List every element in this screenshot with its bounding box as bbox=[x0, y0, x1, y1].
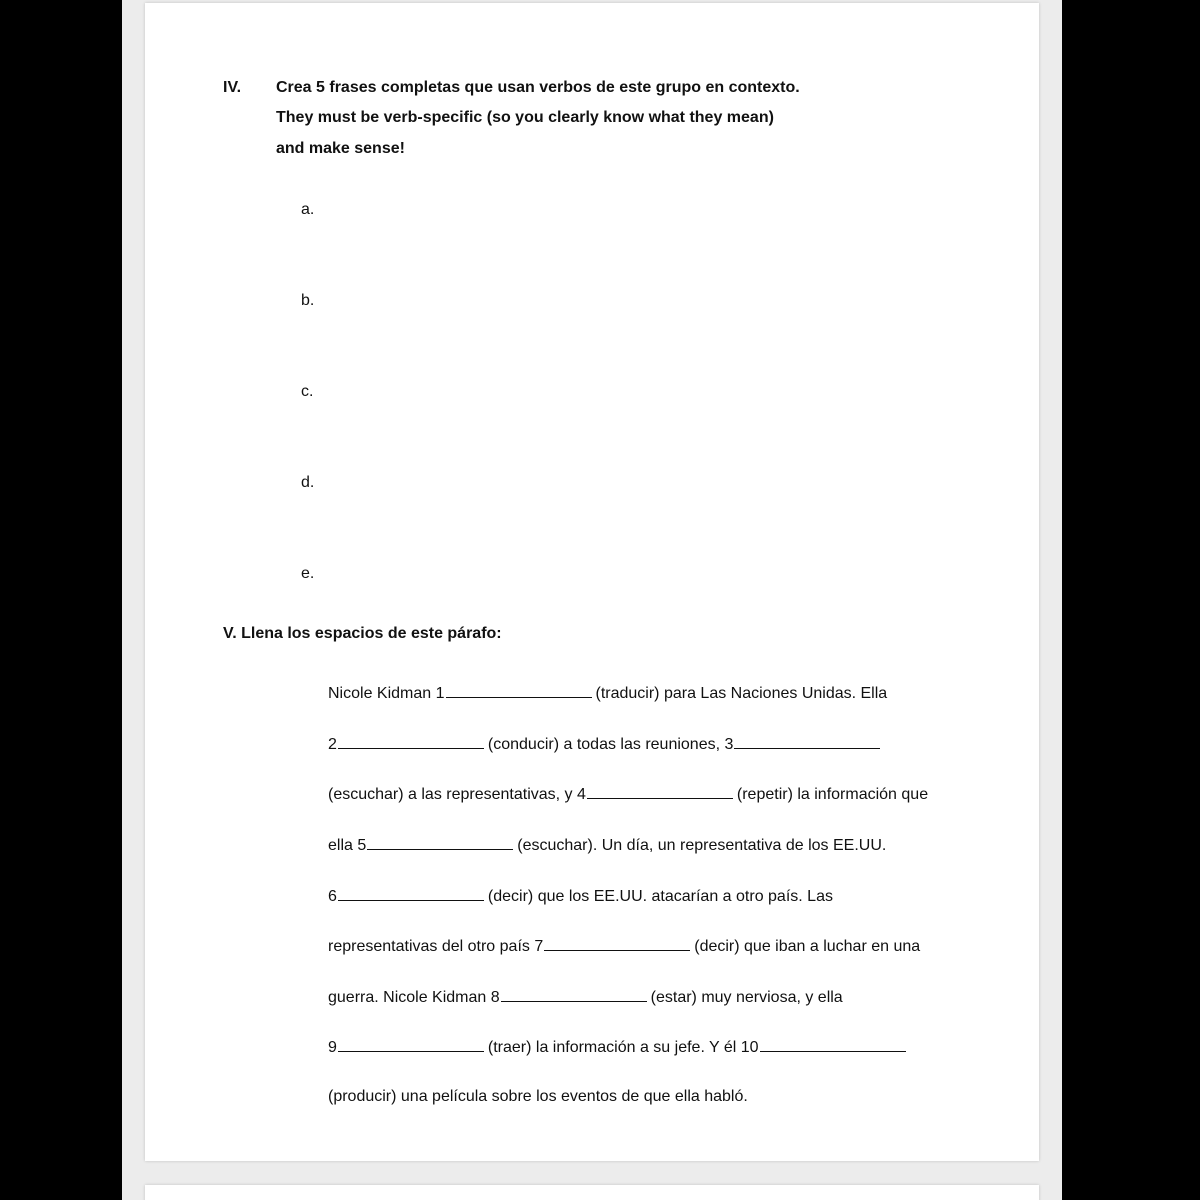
blank-1 bbox=[446, 683, 592, 698]
section-iv-number: IV. bbox=[223, 79, 242, 96]
line-text: (producir) una película sobre los eventos de que ella habló. bbox=[328, 1088, 748, 1105]
line-text: (estar) muy nerviosa, y ella bbox=[650, 989, 843, 1006]
sentence-item-d: d. bbox=[301, 474, 315, 491]
blank-2 bbox=[338, 734, 484, 749]
line-text: ella 5 bbox=[328, 837, 367, 854]
line-text: (repetir) la información que bbox=[736, 786, 929, 803]
blank-5 bbox=[367, 835, 513, 850]
blank-8 bbox=[501, 987, 647, 1002]
line-text: (decir) que iban a luchar en una bbox=[694, 938, 921, 955]
line-text: 6 bbox=[328, 888, 337, 905]
section-iv-instruction-line-2: They must be verb-specific (so you clearly know what they mean) bbox=[276, 109, 774, 126]
blank-3 bbox=[734, 734, 880, 749]
blank-7 bbox=[544, 936, 690, 951]
line-text: (traducir) para Las Naciones Unidas. Ella bbox=[595, 685, 888, 702]
line-text: guerra. Nicole Kidman 8 bbox=[328, 989, 500, 1006]
sentence-item-a: a. bbox=[301, 201, 315, 218]
document-viewer[interactable] bbox=[122, 0, 1062, 1200]
sentence-item-e: e. bbox=[301, 565, 315, 582]
line-text: representativas del otro país 7 bbox=[328, 938, 544, 955]
sentence-item-b: b. bbox=[301, 292, 315, 309]
line-text: 9 bbox=[328, 1039, 337, 1056]
line-text: (escuchar) a las representativas, y 4 bbox=[328, 786, 586, 803]
line-text: (conducir) a todas las reuniones, 3 bbox=[487, 736, 734, 753]
line-text: (traer) la información a su jefe. Y él 10 bbox=[487, 1039, 759, 1056]
paragraph-line-8 bbox=[328, 1037, 906, 1057]
blank-10 bbox=[760, 1037, 906, 1052]
section-iv-instruction-line-1: Crea 5 frases completas que usan verbos de este grupo en contexto. bbox=[276, 79, 800, 96]
blank-4 bbox=[587, 784, 733, 799]
paragraph-line-7 bbox=[328, 987, 843, 1007]
paragraph-line-4 bbox=[328, 835, 886, 855]
paragraph-line-2 bbox=[328, 734, 880, 754]
line-text: 2 bbox=[328, 736, 337, 753]
line-text: (escuchar). Un día, un representativa de los EE.UU. bbox=[517, 837, 887, 854]
sentence-item-c: c. bbox=[301, 383, 314, 400]
line-text: (decir) que los EE.UU. atacarían a otro país. Las bbox=[487, 888, 833, 905]
next-document-page bbox=[145, 1185, 1039, 1200]
paragraph-line-1 bbox=[328, 683, 887, 703]
line-text: Nicole Kidman 1 bbox=[328, 685, 445, 702]
paragraph-line-3 bbox=[328, 784, 928, 804]
blank-9 bbox=[338, 1037, 484, 1052]
paragraph-line-9 bbox=[328, 1088, 748, 1106]
blank-6 bbox=[338, 886, 484, 901]
section-v-title: V. Llena los espacios de este párafo: bbox=[223, 625, 502, 642]
paragraph-line-6 bbox=[328, 936, 920, 956]
document-page bbox=[145, 3, 1039, 1161]
paragraph-line-5 bbox=[328, 886, 833, 906]
section-iv-instruction-line-3: and make sense! bbox=[276, 140, 405, 157]
